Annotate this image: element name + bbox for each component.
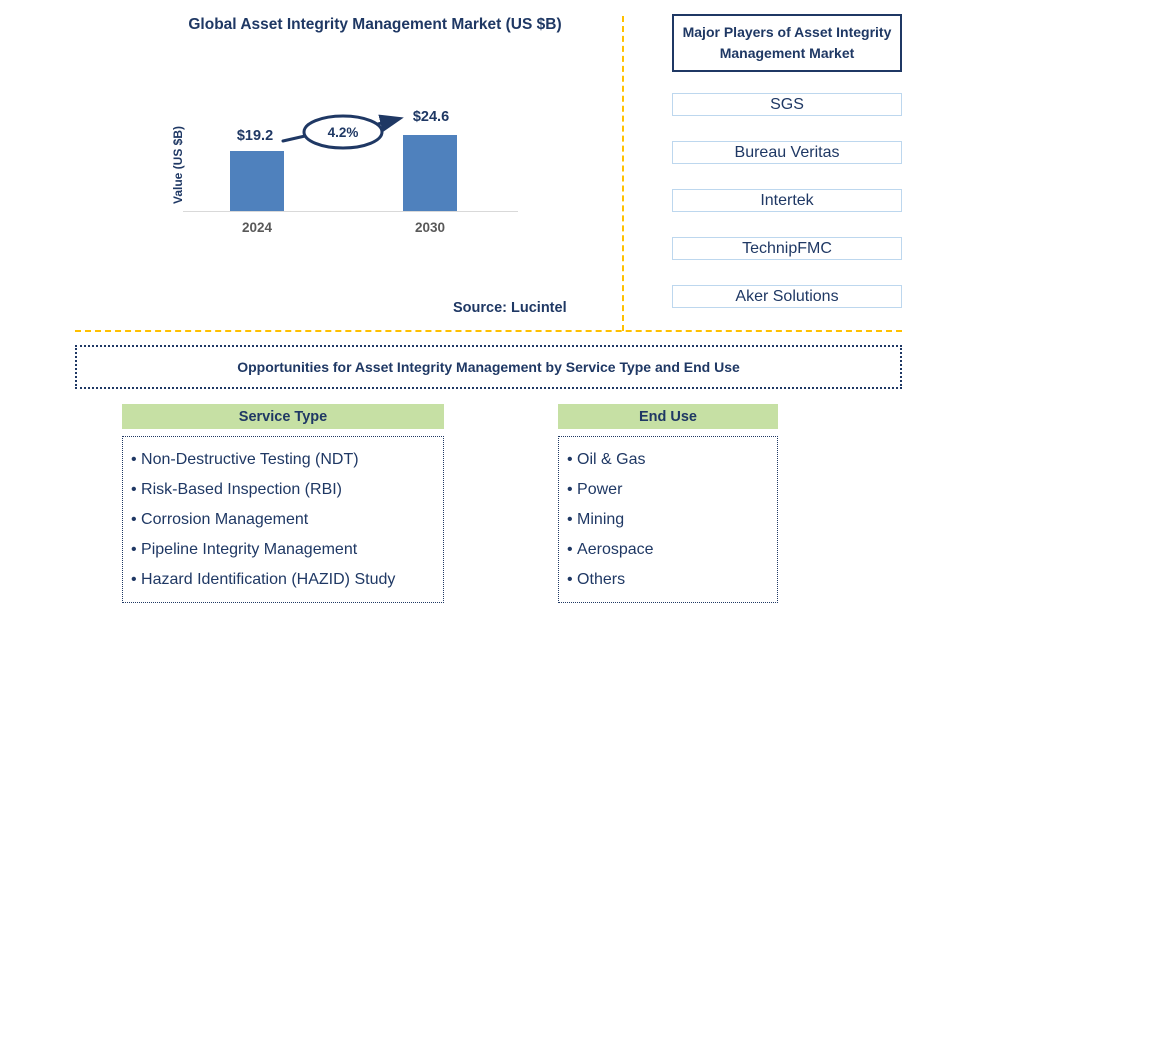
company-box-aker-solutions: Aker Solutions <box>672 285 902 308</box>
list-item: • Hazard Identification (HAZID) Study <box>131 565 437 595</box>
growth-arrow-right-icon <box>378 119 398 124</box>
service-type-list <box>122 436 444 603</box>
company-box-bureau-veritas: Bureau Veritas <box>672 141 902 164</box>
vertical-divider <box>622 16 624 331</box>
bar-value-2024: $19.2 <box>236 128 274 144</box>
list-item: • Power <box>567 475 771 505</box>
list-item: • Mining <box>567 505 771 535</box>
growth-arrow-left-icon <box>283 136 305 141</box>
company-box-sgs: SGS <box>672 93 902 116</box>
horizontal-divider <box>75 330 902 332</box>
company-box-technipfmc: TechnipFMC <box>672 237 902 260</box>
y-axis-label: Value (US $B) <box>171 125 185 205</box>
cagr-value: 4.2% <box>327 125 359 140</box>
company-box-intertek: Intertek <box>672 189 902 212</box>
list-item: • Oil & Gas <box>567 445 771 475</box>
list-item: • Others <box>567 565 771 595</box>
list-item: • Pipeline Integrity Management <box>131 535 437 565</box>
service-type-header: Service Type <box>122 404 444 429</box>
category-label-2024: 2024 <box>241 220 273 235</box>
source-label: Source: Lucintel <box>453 300 567 316</box>
list-item: • Risk-Based Inspection (RBI) <box>131 475 437 505</box>
end-use-header: End Use <box>558 404 778 429</box>
chart-title: Global Asset Integrity Management Market (US $B) <box>188 16 562 33</box>
major-players-list <box>672 93 902 308</box>
bar-value-2030: $24.6 <box>412 109 450 125</box>
end-use-list <box>558 436 778 603</box>
category-label-2030: 2030 <box>414 220 446 235</box>
list-item: • Corrosion Management <box>131 505 437 535</box>
x-axis-line <box>183 211 518 212</box>
list-item: • Non-Destructive Testing (NDT) <box>131 445 437 475</box>
list-item: • Aerospace <box>567 535 771 565</box>
growth-annotation <box>270 105 420 163</box>
opportunities-banner: Opportunities for Asset Integrity Management by Service Type and End Use <box>75 345 902 389</box>
major-players-title: Major Players of Asset Integrity Management Market <box>672 14 902 72</box>
